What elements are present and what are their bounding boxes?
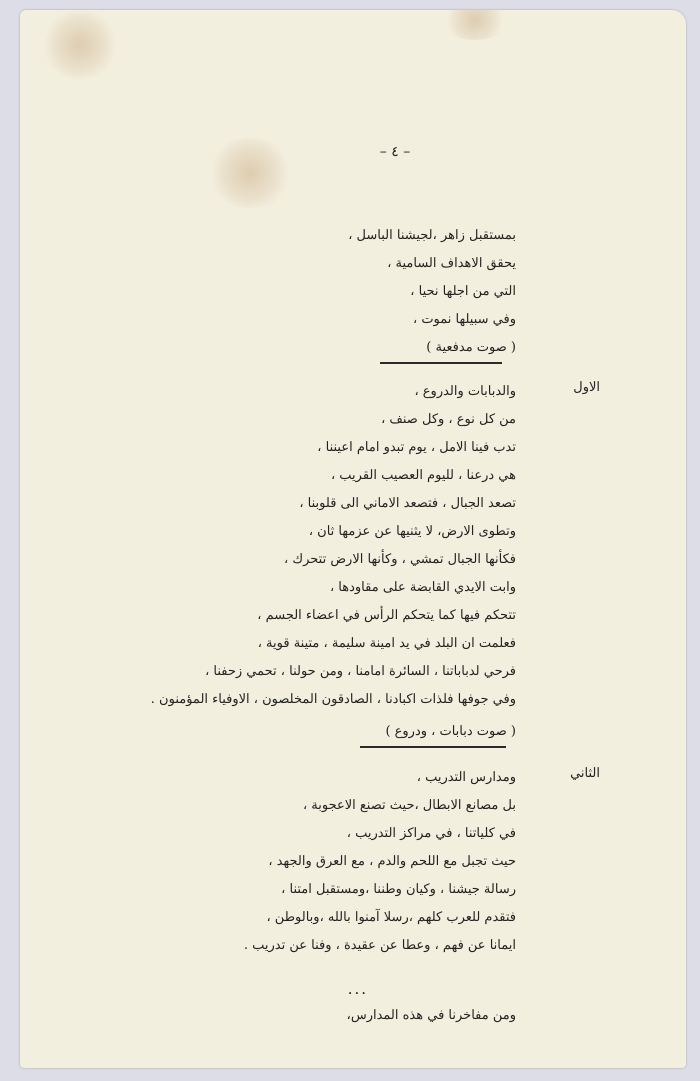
section2-line: تتحكم فيها كما يتحكم الرأس في اعضاء الجسم ، bbox=[257, 608, 516, 623]
stain-center bbox=[205, 138, 295, 208]
section3-line: ومدارس التدريب ، bbox=[416, 770, 516, 785]
section1-line: يحقق الاهداف السامية ، bbox=[387, 256, 516, 271]
section3-line: ايمانا عن فهم ، وعطا عن عقيدة ، وفنا عن تدريب . bbox=[243, 938, 516, 953]
section2-line: والدبابات والدروع ، bbox=[414, 384, 516, 399]
divider-line bbox=[380, 362, 502, 364]
section2-line: من كل نوع ، وكل صنف ، bbox=[381, 412, 516, 427]
section2-line: فعلمت ان البلد في يد امينة سليمة ، متينة قوية ، bbox=[257, 636, 516, 651]
stain-top-right bbox=[440, 10, 510, 40]
speaker-label: الثاني bbox=[570, 766, 600, 781]
section2-line: فكأنها الجبال تمشي ، وكأنها الارض تتحرك ، bbox=[284, 552, 516, 567]
divider-line bbox=[360, 746, 506, 748]
sound-cue: ( صوت دبابات ، ودروع ) bbox=[385, 724, 516, 739]
section2-line: وتطوى الارض، لا يثنيها عن عزمها ثان ، bbox=[308, 524, 516, 539]
section1-line: وفي سبيلها نموت ، bbox=[412, 312, 516, 327]
section2-line: وابت الايدي القابضة على مقاودها ، bbox=[329, 580, 516, 595]
section2-line: فرحي لدباباتنا ، السائرة امامنا ، ومن حولنا ، تحمي زحفنا ، bbox=[205, 664, 516, 679]
closing-line: ومن مفاخرنا في هذه المدارس، bbox=[346, 1008, 516, 1023]
section2-line: تصعد الجبال ، فتصعد الاماني الى قلوبنا ، bbox=[299, 496, 516, 511]
section3-line: بل مصانع الابطال ،حيث تصنع الاعجوبة ، bbox=[302, 798, 516, 813]
paper-sheet bbox=[20, 10, 686, 1068]
ellipsis: ... bbox=[347, 980, 368, 998]
section3-line: فتقدم للعرب كلهم ،رسلا آمنوا بالله ،وبالوطن ، bbox=[266, 910, 516, 925]
section2-line: وفي جوفها فلذات اكبادنا ، الصادقون المخلصون ، الاوفياء المؤمنون . bbox=[150, 692, 516, 707]
section2-line: هي درعنا ، لليوم العصيب القريب ، bbox=[330, 468, 516, 483]
section2-line: تدب فينا الامل ، يوم تبدو امام اعيننا ، bbox=[317, 440, 516, 455]
page-number: – ٤ – bbox=[379, 144, 411, 160]
sound-cue: ( صوت مدفعية ) bbox=[426, 340, 516, 355]
section1-line: التي من اجلها نحيا ، bbox=[410, 284, 516, 299]
speaker-label: الاول bbox=[573, 380, 600, 395]
section3-line: في كلياتنا ، في مراكز التدريب ، bbox=[346, 826, 516, 841]
stain-top-left bbox=[40, 10, 120, 80]
section3-line: حيث تجبل مع اللحم والدم ، مع العرق والجهد ، bbox=[268, 854, 516, 869]
section3-line: رسالة جيشنا ، وكيان وطننا ،ومستقبل امتنا ، bbox=[281, 882, 516, 897]
section1-line: بمستقبل زاهر ،لجيشنا الباسل ، bbox=[348, 228, 516, 243]
